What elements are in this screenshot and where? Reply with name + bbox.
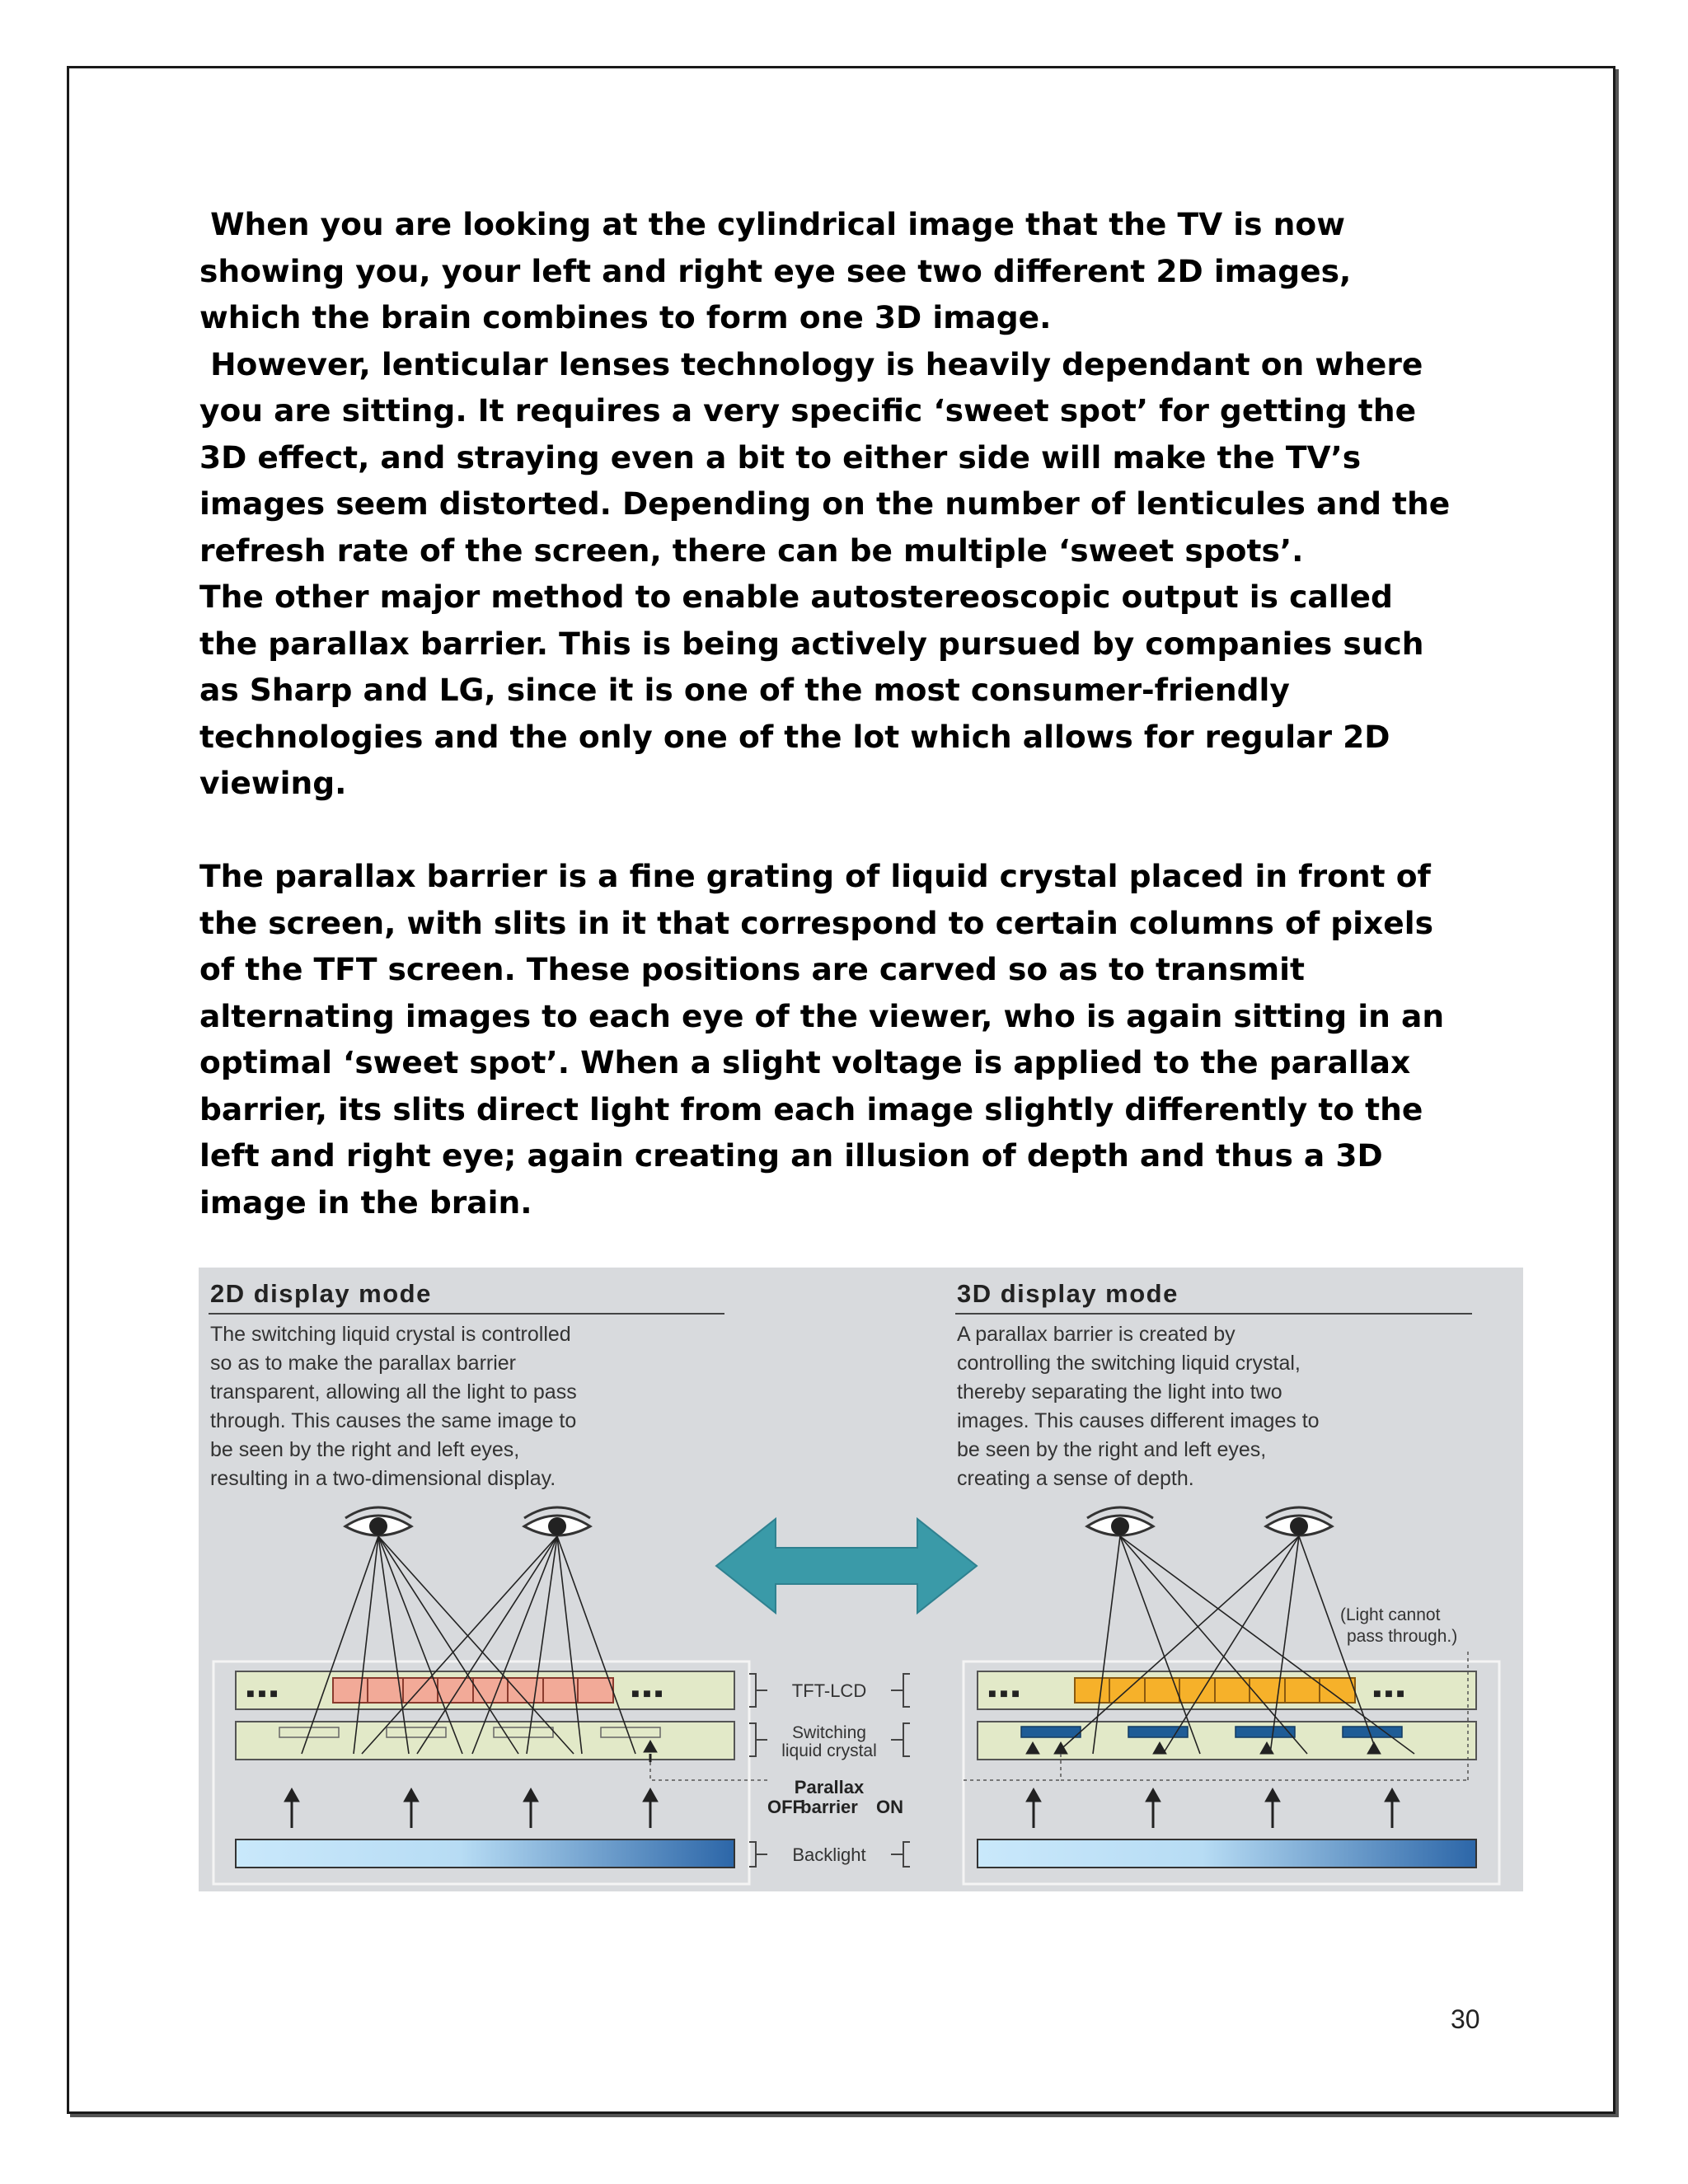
left-caption-line: so as to make the parallax barrier [210,1352,517,1375]
left-heading: 2D display mode [210,1279,432,1308]
right-caption-line: controlling the switching liquid crystal, [957,1352,1301,1375]
paragraph-2: The parallax barrier is a fine grating of liquid crystal placed in front of the screen, with slits in it that correspond to certain columns of pixels of the TFT screen. These positions are carved so as to transmit alternating images to each eye of the viewer, who is again sitting in an optimal ‘sweet spot’. When a slight voltage is applied to the parallax barrier, its slits direct light from each image slightly differently to the left and right eye; again creating an illusion of depth and thus a 3D image in the brain. [199,858,1445,1221]
parallax-label-line2: barrier [800,1797,858,1817]
parallax-label-line1: Parallax [794,1777,865,1797]
right-caption-line: A parallax barrier is created by [957,1323,1236,1346]
right-caption-line: be seen by the right and left eyes, [957,1438,1267,1461]
left-tft-dots-right: ■ ■ ■ [631,1687,663,1701]
on-label: ON [876,1797,903,1817]
left-pixel-row [333,1678,613,1703]
page-number: 30 [1451,2004,1480,2034]
left-backlight-bar [236,1840,734,1868]
backlight-label: Backlight [792,1844,866,1865]
right-caption-line: thereby separating the light into two [957,1380,1282,1404]
light-cannot-note-line2: pass through.) [1347,1627,1458,1646]
light-cannot-note-line1: (Light cannot [1340,1605,1441,1624]
left-caption-line: The switching liquid crystal is controlled [210,1323,571,1346]
left-caption-line: through. This causes the same image to [210,1409,577,1432]
parallax-barrier-figure [199,1268,1523,1891]
right-backlight-bar [978,1840,1476,1868]
switching-label-line1: Switching [792,1723,866,1742]
body-text [199,201,1551,1226]
right-caption-line: creating a sense of depth. [957,1467,1194,1490]
right-heading: 3D display mode [957,1279,1179,1308]
right-tft-dots-right: ■ ■ ■ [1373,1687,1404,1701]
right-tft-dots-left: ■ ■ ■ [988,1687,1020,1701]
left-caption-line: be seen by the right and left eyes, [210,1438,520,1461]
tft-lcd-label: TFT-LCD [791,1680,867,1701]
right-caption-line: images. This causes different images to [957,1409,1320,1432]
off-label: OFF [767,1797,804,1817]
switching-label-line2: liquid crystal [781,1741,877,1760]
left-tft-dots-left: ■ ■ ■ [246,1687,278,1701]
left-caption-line: transparent, allowing all the light to pass [210,1380,577,1404]
left-caption-line: resulting in a two-dimensional display. [210,1467,556,1490]
paragraph-1: When you are looking at the cylindrical image that the TV is now showing you, your left and right eye see two different 2D images, which the brain combines to form one 3D image. However, lenticular lenses technology is heavily dependant on where you are sitting. It requires a very specific ‘sweet spot’ for getting the 3D effect, and straying even a bit to either side will make the TV’s images seem distorted. Depending on the number of lenticules and the refresh rate of the screen, there can be multiple ‘sweet spots’. The other major method to enable autostereoscopic output is called the parallax barrier. This is being actively pursued by companies such as Sharp and LG, since it is one of the most consumer-friendly technologies and the only one of the lot which allows for regular 2D viewing. [199,206,1451,801]
